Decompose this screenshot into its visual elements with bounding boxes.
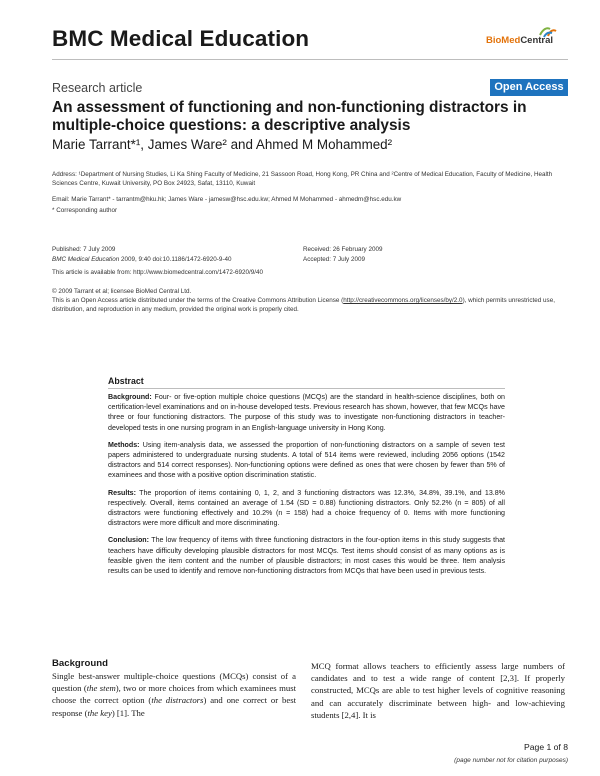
abstract-background-label: Background: bbox=[108, 393, 152, 401]
page-number: Page 1 of 8 bbox=[524, 742, 568, 752]
abstract-background-text: Four- or five-option multiple choice questions (MCQs) are the standard in health-science disciplines, both on certification-level examinations and on in-house developed tests. Previous research has shown, however, that few MCQs have three or four functioning distractors. The purpose of this study was to investigate non-functioning distractors in teacher-developed tests in one nursing program in an English-language university in Hong Kong. bbox=[108, 393, 505, 432]
license-statement bbox=[52, 296, 572, 315]
header-rule bbox=[52, 59, 568, 60]
abstract-section bbox=[108, 376, 505, 583]
logo-central: Central bbox=[520, 35, 554, 46]
abstract-results-label: Results: bbox=[108, 488, 136, 497]
abstract-conclusion-text: The low frequency of items with three functioning distractors in the four-option items in this study suggests that teachers have difficulty developing plausible distractors for most MCQs. Test items should consist of as many options as is feasible given the item content and the number of plausible distractors; in most cases this would be three. Item analysis results can be used to identify and remove non-functioning distractors from MCQs that have been used in previous tests. bbox=[108, 536, 505, 576]
page-number-note: (page number not for citation purposes) bbox=[454, 757, 568, 764]
accepted-date: Accepted: 7 July 2009 bbox=[303, 256, 365, 263]
bg-text-2: ), two or more choices from which examinees must choose the correct option ( bbox=[52, 683, 296, 706]
abstract-methods-text: Using item-analysis data, we assessed the proportion of non-functioning distractors on a sample of seven test papers administered to undergraduate nursing students. A total of 514 items were reviewed, including 2056 options (1542 distractors and 514 correct responses). Non-functioning options were defined as ones that were chosen by fewer than 5% of examinees and those with a positive option discrimination statistic. bbox=[108, 440, 505, 480]
journal-title: BMC Medical Education bbox=[52, 26, 310, 51]
corresponding-author-note: * Corresponding author bbox=[52, 207, 118, 214]
bg-italic-key: the key bbox=[87, 707, 112, 718]
license-link[interactable]: http://creativecommons.org/licenses/by/2.0 bbox=[343, 297, 463, 304]
citation-journal: BMC Medical Education bbox=[52, 256, 120, 263]
bg-italic-stem: the stem bbox=[86, 683, 116, 694]
open-access-badge[interactable]: Open Access bbox=[490, 79, 568, 96]
copyright-line: © 2009 Tarrant et al; licensee BioMed Central Ltd. bbox=[52, 288, 192, 295]
logo-text bbox=[486, 35, 553, 46]
abstract-background bbox=[108, 392, 505, 433]
logo-bio: BioMed bbox=[486, 35, 521, 46]
abstract-heading: Abstract bbox=[108, 376, 505, 389]
body-right-column bbox=[311, 660, 565, 721]
citation-line bbox=[52, 255, 231, 264]
author-list: Marie Tarrant*¹, James Ware² and Ahmed M Mohammed² bbox=[52, 137, 393, 152]
abstract-results bbox=[108, 488, 505, 529]
abstract-conclusion-label: Conclusion: bbox=[108, 536, 149, 545]
right-column-paragraph: MCQ format allows teachers to efficiently assess large numbers of candidates and to test a wide range of content [2,3]. If properly constructed, MCQs are able to test higher levels of cognitive reasoning and can accurately discriminate between high- and low-achieving students [2,4]. It is bbox=[311, 661, 565, 720]
published-date: Published: 7 July 2009 bbox=[52, 246, 116, 253]
author-emails[interactable]: Email: Marie Tarrant* - tarrantm@hku.hk; James Ware - jamesw@hsc.edu.kw; Ahmed M Mohammed - ahmedm@hsc.edu.kw bbox=[52, 196, 402, 203]
license-text-pre: This is an Open Access article distributed under the terms of the Creative Commons Attribution License ( bbox=[52, 297, 344, 304]
article-title: An assessment of functioning and non-functioning distractors in multiple-choice questions: a descriptive analysis bbox=[52, 99, 527, 134]
article-url[interactable]: This article is available from: http://www.biomedcentral.com/1472-6920/9/40 bbox=[52, 269, 264, 276]
abstract-conclusion bbox=[108, 535, 505, 576]
citation-details: 2009, 9:40 doi:10.1186/1472-6920-9-40 bbox=[119, 256, 232, 263]
bg-italic-distractors: the distractors bbox=[151, 695, 204, 706]
license-text-post: ), which permits unrestricted use, distribution, and reproduction in any medium, provided the original work is properly cited. bbox=[52, 297, 555, 314]
body-left-column bbox=[52, 658, 296, 719]
received-date: Received: 26 February 2009 bbox=[303, 246, 383, 253]
abstract-methods-label: Methods: bbox=[108, 440, 140, 449]
background-paragraph bbox=[52, 670, 296, 719]
bg-text-1: Single best-answer multiple-choice questions (MCQs) consist of a question ( bbox=[52, 671, 296, 694]
author-address: Address: ¹Department of Nursing Studies, Li Ka Shing Faculty of Medicine, 21 Sassoon Road, Hong Kong, PR China and ²Centre of Medical Education, Faculty of Medicine, Health Sciences Centre, Kuwait University, PO Box 24923, Safat, 13110, Kuwait bbox=[52, 171, 553, 188]
abstract-results-text: The proportion of items containing 0, 1, 2, and 3 functioning distractors was 12.3%, 34.8%, 39.1%, and 13.8% respectively. Overall, items contained an average of 1.54 (SD = 0.88) functioning distractors. Only 52.2% (n = 805) of all distractors were functioning effectively and 10.2% (n = 158) had a choice frequency of 0. Items with more functioning distractors were more difficult and more discriminating. bbox=[108, 488, 505, 528]
bg-text-3: ) and one correct or best response ( bbox=[52, 695, 297, 718]
abstract-methods bbox=[108, 440, 505, 481]
background-heading: Background bbox=[52, 658, 108, 669]
article-type: Research article bbox=[52, 81, 143, 95]
biomed-central-logo bbox=[486, 24, 564, 50]
bg-text-4: ) [1]. The bbox=[111, 707, 145, 718]
